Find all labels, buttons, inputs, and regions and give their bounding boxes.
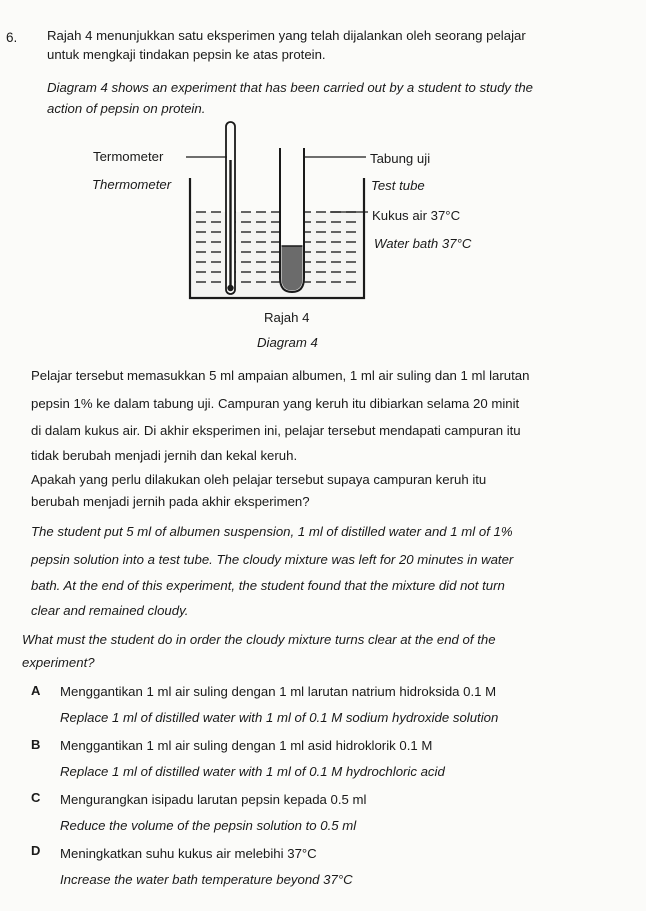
passage-ms-line-3: di dalam kukus air. Di akhir eksperimen ini, pelajar tersebut mendapati campuran itu [31,423,521,438]
option-text-en: Replace 1 ml of distilled water with 1 ml of 0.1 M hydrochloric acid [60,764,445,779]
option-letter: A [31,683,41,698]
intro-ms-line-2: untuk mengkaji tindakan pepsin ke atas protein. [47,47,326,62]
passage-en-line-1: The student put 5 ml of albumen suspension, 1 ml of distilled water and 1 ml of 1% [31,524,513,539]
intro-ms-line-1: Rajah 4 menunjukkan satu eksperimen yang telah dijalankan oleh seorang pelajar [47,28,526,43]
option-letter: D [31,843,41,858]
label-testtube-ms: Tabung uji [370,151,431,166]
intro-en-line-1: Diagram 4 shows an experiment that has been carried out by a student to study the [47,80,534,95]
question-en-line-2: experiment? [22,655,95,670]
option-text-en: Replace 1 ml of distilled water with 1 ml of 0.1 M sodium hydroxide solution [60,710,499,725]
option-text-ms: Menggantikan 1 ml air suling dengan 1 ml asid hidroklorik 0.1 M [60,738,433,753]
intro-en-line-2: action of pepsin on protein. [47,101,206,116]
passage-ms-line-1: Pelajar tersebut memasukkan 5 ml ampaian albumen, 1 ml air suling dan 1 ml larutan [31,368,530,383]
label-thermometer-en: Thermometer [92,177,172,192]
passage-en-line-2: pepsin solution into a test tube. The cloudy mixture was left for 20 minutes in water [31,552,514,567]
option-text-ms: Menggantikan 1 ml air suling dengan 1 ml larutan natrium hidroksida 0.1 M [60,684,497,699]
option-letter: C [31,790,41,805]
test-tube [280,148,304,292]
water-bath [192,212,362,296]
passage-en-line-4: clear and remained cloudy. [31,603,189,618]
option-text-en: Reduce the volume of the pepsin solution to 0.5 ml [60,818,357,833]
question-ms-line-1: Apakah yang perlu dilakukan oleh pelajar tersebut supaya campuran keruh itu [31,472,487,487]
caption-ms: Rajah 4 [264,310,310,325]
label-waterbath-en: Water bath 37°C [374,236,472,251]
passage-ms-line-2: pepsin 1% ke dalam tabung uji. Campuran yang keruh itu dibiarkan selama 20 minit [31,396,520,411]
label-thermometer-ms: Termometer [93,149,164,164]
option-text-ms: Mengurangkan isipadu larutan pepsin kepada 0.5 ml [60,792,367,807]
option-text-ms: Meningkatkan suhu kukus air melebihi 37°C [60,846,317,861]
passage-en-line-3: bath. At the end of this experiment, the student found that the mixture did not turn [31,578,505,593]
question-ms-line-2: berubah menjadi jernih pada akhir eksperimen? [31,494,310,509]
label-waterbath-ms: Kukus air 37°C [372,208,461,223]
question-en-line-1: What must the student do in order the cloudy mixture turns clear at the end of the [22,632,496,647]
option-letter: B [31,737,41,752]
label-testtube-en: Test tube [371,178,425,193]
thermometer [226,122,235,294]
option-text-en: Increase the water bath temperature beyond 37°C [60,872,353,887]
question-number: 6. [6,30,18,45]
passage-ms-line-4: tidak berubah menjadi jernih dan kekal keruh. [31,448,298,463]
caption-en: Diagram 4 [257,335,318,350]
